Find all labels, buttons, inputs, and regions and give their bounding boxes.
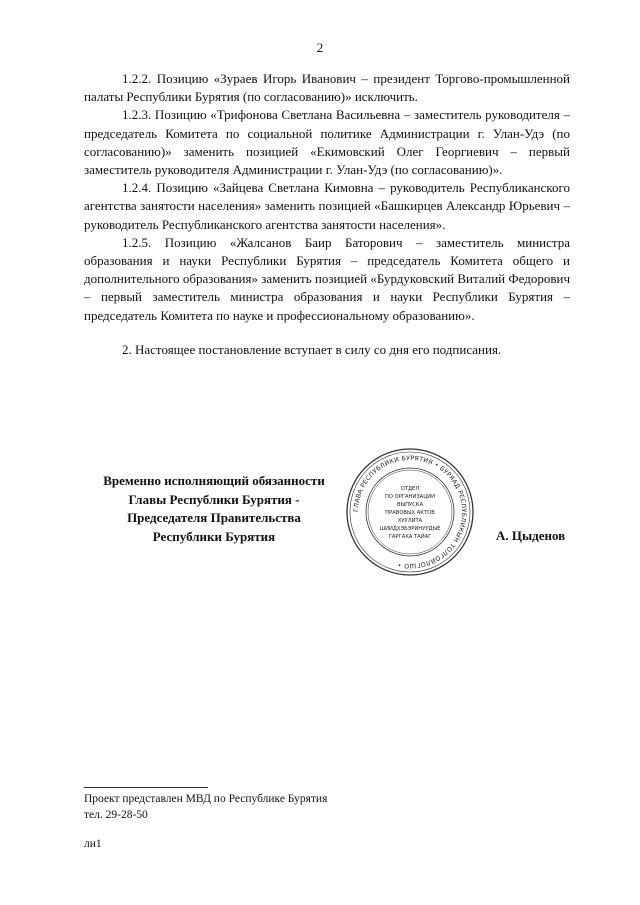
signatory-title-line: Временно исполняющий обязанности — [103, 473, 325, 488]
footer-initials: ли1 — [84, 838, 102, 850]
signatory-name: А. Цыденов — [496, 528, 566, 543]
seal-center-line: ОТДЕЛ — [400, 486, 420, 492]
seal-center-line: ГАРГАХА ТАЙАГ — [388, 534, 432, 540]
footer-phone: тел. 29-28-50 — [84, 808, 148, 821]
footer-project-note: Проект представлен МВД по Республике Бурятия — [84, 793, 328, 805]
paragraph-1-2-3: 1.2.3. Позицию «Трифонова Светлана Васильевна – заместитель руководителя – председатель Комитета по социальной политике Администрации г. Улан-Удэ (по согласованию)» заменить позицией «Екимовский Олег Георгиевич – первый заместитель руководителя Администрации г. Улан-Удэ (по согласованию)». — [84, 107, 570, 178]
signatory-title-line: Главы Республики Бурятия - — [128, 491, 300, 507]
page-number: 2 — [316, 40, 324, 55]
seal-ring-text: ГЛАВА РЕСПУБЛИКИ БУРЯТИЯ • БУРЯАД РЕСПУБЛИКЫН ТОЛГОЙЛОГШО • — [352, 454, 468, 570]
paragraph-1-2-2: 1.2.2. Позицию «Зураев Игорь Иванович – президент Торгово-промышленной палаты Республики Бурятия (по согласованию)» исключить. — [84, 71, 570, 105]
signatory-title — [84, 472, 344, 546]
paragraph-1-2-4: 1.2.4. Позицию «Зайцева Светлана Кимовна – руководитель Республиканского агентства занятости населения» заменить позицией «Башкирцев Александр Юрьевич – руководитель Республиканского агентства занятости населения». — [84, 180, 570, 232]
paragraph-1-2-5: 1.2.5. Позицию «Жалсанов Баир Баторович – заместитель министра образования и науки Республики Бурятия – председатель Комитета общего и дополнительного образования» заменить позицией «Бурдуковский Виталий Федорович – первый заместитель министра образования и науки Республики Бурятия – председатель Комитета по науке и профессиональному образованию». — [84, 234, 570, 323]
footer — [84, 792, 327, 853]
signatory-title-line: Республики Бурятия — [152, 528, 276, 544]
seal-center-line: ШИИДХЭБЭРИНУУДЫЕ — [379, 526, 441, 532]
seal-center-line: ПО ОРГАНИЗАЦИИ — [384, 494, 436, 500]
official-seal-icon — [344, 446, 476, 578]
footer-divider — [84, 787, 208, 788]
paragraph-2: 2. Настоящее постановление вступает в силу со дня его подписания. — [122, 341, 502, 357]
seal-center-line: ПРАВОВЫХ АКТОВ — [385, 510, 435, 516]
document-body — [84, 70, 570, 359]
seal-center-line: ВЫПУСКА — [396, 502, 424, 508]
seal-center-line: ХУУЛИТА — [397, 518, 423, 524]
signatory-title-line: Председателя Правительства — [127, 510, 301, 525]
